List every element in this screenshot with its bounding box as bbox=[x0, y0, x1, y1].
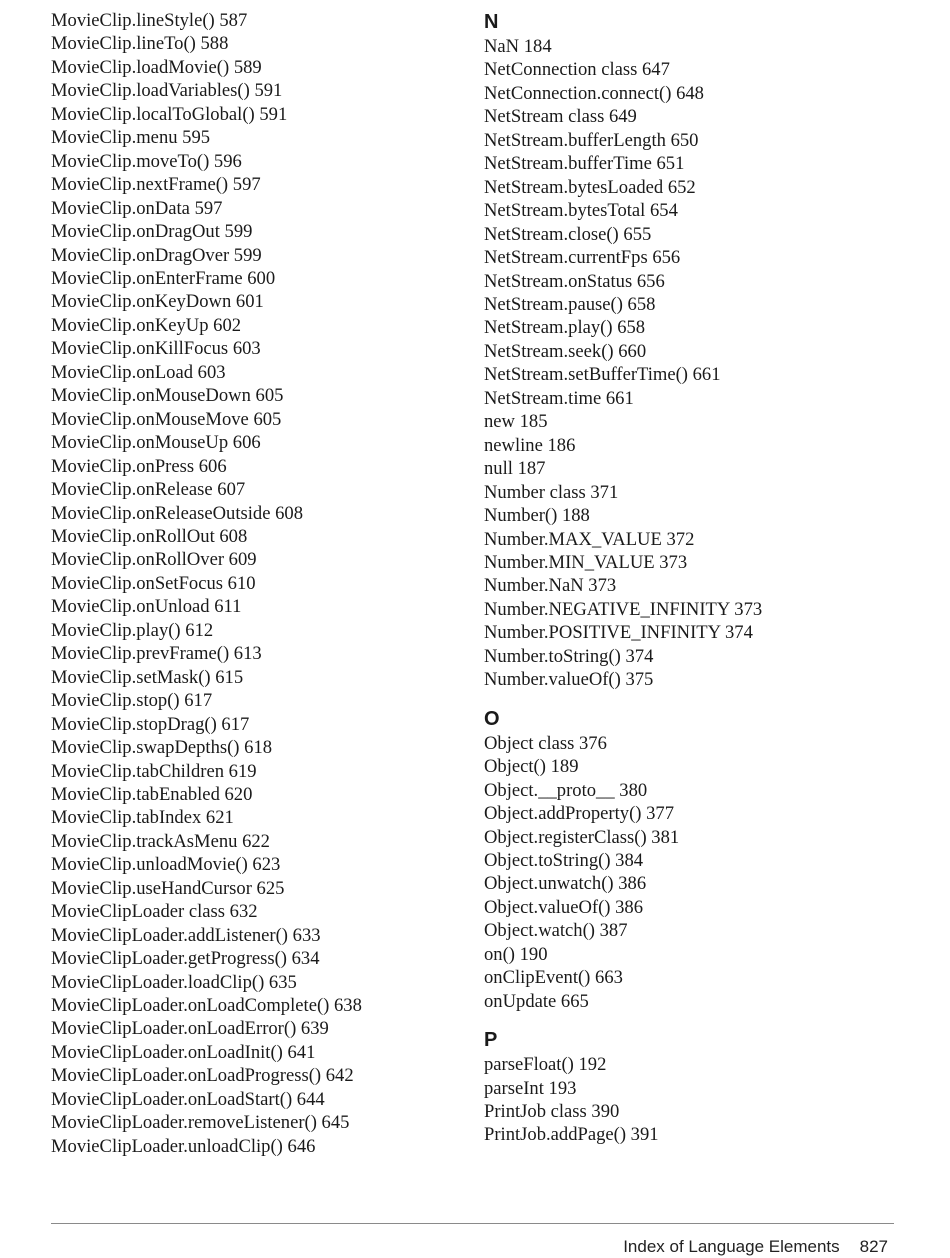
index-entry: MovieClip.play() 612 bbox=[51, 619, 214, 641]
index-entry: null 187 bbox=[484, 458, 546, 480]
index-entry: MovieClip.onPress 606 bbox=[51, 455, 227, 477]
index-entry: MovieClipLoader.addListener() 633 bbox=[51, 924, 321, 946]
page-footer bbox=[623, 1237, 888, 1257]
index-entry: MovieClipLoader class 632 bbox=[51, 901, 258, 923]
footer-title: Index of Language Elements bbox=[623, 1237, 840, 1256]
index-entry: NetConnection.connect() 648 bbox=[484, 82, 704, 104]
index-entry: MovieClip.swapDepths() 618 bbox=[51, 737, 273, 759]
index-entry: parseInt 193 bbox=[484, 1077, 577, 1099]
index-entry: Number.POSITIVE_INFINITY 374 bbox=[484, 622, 753, 644]
index-entry: MovieClip.moveTo() 596 bbox=[51, 150, 242, 172]
index-entry: MovieClip.onData 597 bbox=[51, 197, 223, 219]
section-letter: P bbox=[484, 1029, 498, 1052]
index-entry: MovieClip.trackAsMenu 622 bbox=[51, 830, 270, 852]
index-entry: Number.NEGATIVE_INFINITY 373 bbox=[484, 598, 763, 620]
index-entry: Number.valueOf() 375 bbox=[484, 669, 654, 691]
index-entry: MovieClipLoader.onLoadProgress() 642 bbox=[51, 1065, 354, 1087]
index-entry: NetStream.bytesLoaded 652 bbox=[484, 176, 696, 198]
index-entry: MovieClipLoader.unloadClip() 646 bbox=[51, 1135, 316, 1157]
index-entry: MovieClip.onSetFocus 610 bbox=[51, 572, 256, 594]
index-entry: MovieClip.tabEnabled 620 bbox=[51, 783, 253, 805]
index-entry: MovieClip.onRelease 607 bbox=[51, 479, 246, 501]
index-entry: MovieClip.lineStyle() 587 bbox=[51, 10, 248, 31]
index-entry: Object.toString() 384 bbox=[484, 849, 644, 871]
index-entry: MovieClip.onKeyUp 602 bbox=[51, 314, 242, 336]
index-entry: MovieClip.nextFrame() 597 bbox=[51, 174, 261, 196]
index-entry: MovieClip.loadVariables() 591 bbox=[51, 80, 283, 102]
index-entry: MovieClip.tabIndex 621 bbox=[51, 807, 234, 829]
index-entry: MovieClip.loadMovie() 589 bbox=[51, 56, 262, 78]
index-entry: MovieClipLoader.onLoadError() 639 bbox=[51, 1018, 329, 1040]
index-entry: NetStream.bytesTotal 654 bbox=[484, 200, 678, 222]
index-entry: Object.addProperty() 377 bbox=[484, 803, 675, 825]
index-entry: MovieClip.onReleaseOutside 608 bbox=[51, 502, 304, 524]
index-entry: Object.unwatch() 386 bbox=[484, 873, 647, 895]
index-entry: MovieClipLoader.loadClip() 635 bbox=[51, 971, 297, 993]
index-entry: MovieClip.onRollOut 608 bbox=[51, 525, 248, 547]
index-entry: MovieClip.onRollOver 609 bbox=[51, 549, 257, 571]
index-entry: MovieClip.onMouseDown 605 bbox=[51, 385, 284, 407]
section-gap bbox=[484, 692, 924, 706]
index-entry: MovieClipLoader.onLoadInit() 641 bbox=[51, 1041, 316, 1063]
section-gap bbox=[484, 1013, 924, 1027]
index-entry: MovieClip.onMouseMove 605 bbox=[51, 408, 282, 430]
index-entry: MovieClip.tabChildren 619 bbox=[51, 760, 257, 782]
index-entry: PrintJob.addPage() 391 bbox=[484, 1124, 659, 1146]
section-letter: O bbox=[484, 707, 500, 730]
index-entry: MovieClip.useHandCursor 625 bbox=[51, 877, 285, 899]
index-entry: MovieClip.menu 595 bbox=[51, 127, 211, 149]
index-entry: MovieClipLoader.onLoadStart() 644 bbox=[51, 1088, 325, 1110]
index-entry: new 185 bbox=[484, 411, 548, 433]
index-entry: onUpdate 665 bbox=[484, 990, 589, 1012]
index-entry: MovieClip.localToGlobal() 591 bbox=[51, 103, 288, 125]
index-entry: Object.registerClass() 381 bbox=[484, 826, 680, 848]
index-entry: NetStream.currentFps 656 bbox=[484, 247, 681, 269]
page-number: 827 bbox=[859, 1237, 888, 1256]
index-entry: NaN 184 bbox=[484, 36, 552, 57]
index-entry: MovieClip.onKillFocus 603 bbox=[51, 338, 261, 360]
index-entry: Number.toString() 374 bbox=[484, 645, 654, 667]
section-letter: N bbox=[484, 11, 499, 33]
index-entry: NetStream.onStatus 656 bbox=[484, 270, 665, 292]
index-entry: Number.MIN_VALUE 373 bbox=[484, 551, 688, 573]
index-entry: onClipEvent() 663 bbox=[484, 967, 623, 989]
index-entry: Object() 189 bbox=[484, 756, 579, 778]
index-entry: NetStream.time 661 bbox=[484, 387, 634, 409]
index-entry: Object.valueOf() 386 bbox=[484, 896, 644, 918]
index-entry: MovieClip.lineTo() 588 bbox=[51, 33, 229, 55]
index-entry: MovieClip.stopDrag() 617 bbox=[51, 713, 250, 735]
index-entry: PrintJob class 390 bbox=[484, 1101, 620, 1123]
index-entry: NetStream.bufferTime 651 bbox=[484, 153, 685, 175]
index-entry: NetStream.setBufferTime() 661 bbox=[484, 364, 721, 386]
index-entry: Object.watch() 387 bbox=[484, 920, 628, 942]
index-entry: MovieClipLoader.removeListener() 645 bbox=[51, 1112, 350, 1134]
index-entry: NetStream.seek() 660 bbox=[484, 340, 647, 362]
index-entry: NetStream.bufferLength 650 bbox=[484, 129, 699, 151]
index-entry: NetStream.close() 655 bbox=[484, 223, 652, 245]
index-entry: MovieClip.unloadMovie() 623 bbox=[51, 854, 281, 876]
index-entry: MovieClip.stop() 617 bbox=[51, 690, 213, 712]
index-entry: Number class 371 bbox=[484, 481, 619, 503]
index-entry: NetStream.pause() 658 bbox=[484, 293, 656, 315]
index-entry: MovieClip.prevFrame() 613 bbox=[51, 643, 262, 665]
index-entry: MovieClip.setMask() 615 bbox=[51, 666, 244, 688]
index-entry: Number() 188 bbox=[484, 505, 590, 527]
index-entry: parseFloat() 192 bbox=[484, 1054, 607, 1076]
index-entry: newline 186 bbox=[484, 434, 576, 456]
index-column-left bbox=[51, 9, 461, 1158]
index-entry: MovieClipLoader.onLoadComplete() 638 bbox=[51, 995, 362, 1017]
index-entry: MovieClip.onDragOver 599 bbox=[51, 244, 262, 266]
index-entry: NetStream.play() 658 bbox=[484, 317, 646, 339]
index-entry: NetConnection class 647 bbox=[484, 59, 670, 81]
index-entry: MovieClip.onUnload 611 bbox=[51, 596, 242, 618]
index-entry: MovieClip.onDragOut 599 bbox=[51, 221, 253, 243]
index-entry: MovieClip.onKeyDown 601 bbox=[51, 291, 264, 313]
index-entry: Object class 376 bbox=[484, 732, 607, 754]
index-entry: NetStream class 649 bbox=[484, 106, 637, 128]
index-entry: MovieClip.onMouseUp 606 bbox=[51, 432, 261, 454]
index-entry: Number.NaN 373 bbox=[484, 575, 617, 597]
index-entry: Number.MAX_VALUE 372 bbox=[484, 528, 695, 550]
index-entry: Object.__proto__ 380 bbox=[484, 779, 648, 801]
footer-rule bbox=[51, 1223, 894, 1224]
index-entry: MovieClip.onLoad 603 bbox=[51, 361, 226, 383]
index-entry: on() 190 bbox=[484, 943, 548, 965]
index-entry: MovieClip.onEnterFrame 600 bbox=[51, 267, 276, 289]
index-entry: MovieClipLoader.getProgress() 634 bbox=[51, 948, 320, 970]
index-column-right bbox=[484, 9, 924, 1147]
